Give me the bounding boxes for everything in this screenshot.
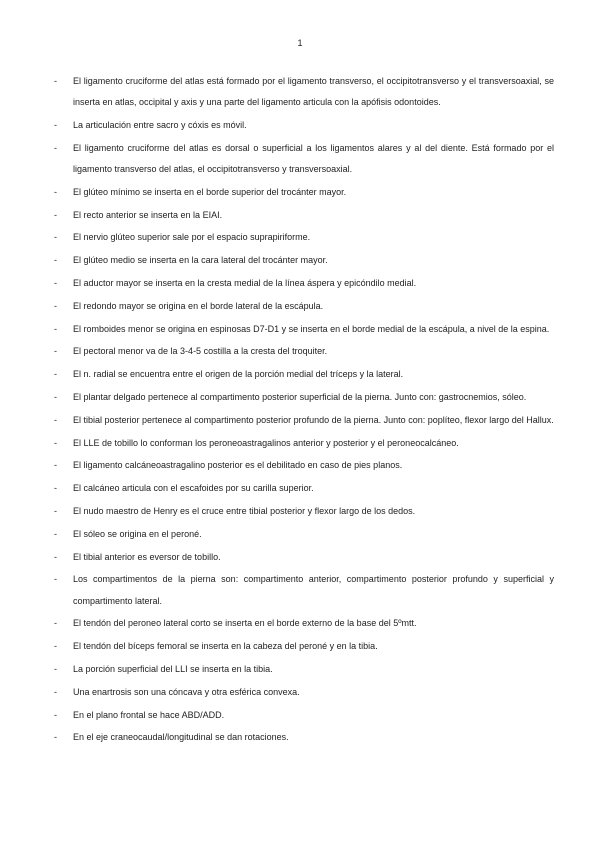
list-item-text: El glúteo medio se inserta en la cara lateral del trocánter mayor. xyxy=(73,255,328,266)
list-item xyxy=(54,205,554,226)
list-item-text: El n. radial se encuentra entre el origen de la porción medial del tríceps y la lateral. xyxy=(73,369,404,380)
list-item xyxy=(54,659,554,680)
page-number: 1 xyxy=(297,38,303,48)
list-bullet: - xyxy=(54,186,57,197)
list-item xyxy=(54,250,554,271)
list-bullet: - xyxy=(54,686,57,697)
list-item-text: El plantar delgado pertenece al compartimento posterior superficial de la pierna. Junto con: gastrocnemios, sóleo. xyxy=(73,391,527,402)
list-item xyxy=(54,501,554,522)
list-item-text: Los compartimentos de la pierna son: compartimento anterior, compartimento posterior profundo y superficial y compartimento lateral. xyxy=(73,574,554,606)
list-item-text: El nervio glúteo superior sale por el espacio suprapiriforme. xyxy=(73,232,311,243)
list-bullet: - xyxy=(54,391,57,402)
list-item-text: En el eje craneocaudal/longitudinal se dan rotaciones. xyxy=(73,732,289,743)
list-item-text: El glúteo mínimo se inserta en el borde superior del trocánter mayor. xyxy=(73,186,347,197)
list-item-text: El nudo maestro de Henry es el cruce entre tibial posterior y flexor largo de los dedos. xyxy=(73,505,416,516)
list-item-text: Una enartrosis son una cóncava y otra esférica convexa. xyxy=(73,686,300,697)
list-item xyxy=(54,182,554,203)
list-bullet: - xyxy=(54,76,57,86)
list-item-text: El romboides menor se origina en espinosas D7-D1 y se inserta en el borde medial de la escápula, a nivel de la espina. xyxy=(73,323,550,334)
statement-list xyxy=(54,71,554,750)
list-bullet: - xyxy=(54,551,57,562)
list-bullet: - xyxy=(54,209,57,220)
list-item xyxy=(54,569,554,611)
list-item xyxy=(54,433,554,454)
list-item-text: El tendón del peroneo lateral corto se inserta en el borde externo de la base del 5ºmtt. xyxy=(73,618,417,629)
list-bullet: - xyxy=(54,437,57,448)
list-item-text: La porción superficial del LLI se inserta en la tibia. xyxy=(73,663,273,674)
list-item-text: El ligamento calcáneoastragalino posterior es el debilitado en caso de pies planos. xyxy=(73,460,403,471)
list-item xyxy=(54,364,554,385)
list-bullet: - xyxy=(54,346,57,357)
list-bullet: - xyxy=(54,663,57,674)
list-bullet: - xyxy=(54,641,57,652)
list-item xyxy=(54,273,554,294)
list-item xyxy=(54,341,554,362)
list-bullet: - xyxy=(54,528,57,539)
list-item xyxy=(54,613,554,634)
list-item xyxy=(54,410,554,431)
list-bullet: - xyxy=(54,369,57,380)
list-item xyxy=(54,71,554,113)
list-bullet: - xyxy=(54,120,57,130)
list-item xyxy=(54,636,554,657)
list-bullet: - xyxy=(54,618,57,629)
list-bullet: - xyxy=(54,460,57,471)
list-item-text: En el plano frontal se hace ABD/ADD. xyxy=(73,709,225,720)
list-bullet: - xyxy=(54,232,57,243)
list-item xyxy=(54,524,554,545)
list-bullet: - xyxy=(54,414,57,425)
list-item xyxy=(54,387,554,408)
list-item-text: El sóleo se origina en el peroné. xyxy=(73,528,202,539)
list-item-text: El ligamento cruciforme del atlas es dorsal o superficial a los ligamentos alares y al del diente. Está formado por el ligamento transverso del atlas, el occipitotransverso y transversoaxial. xyxy=(73,142,554,174)
list-item xyxy=(54,227,554,248)
list-bullet: - xyxy=(54,277,57,288)
list-item-text: El ligamento cruciforme del atlas está formado por el ligamento transverso, el occipitotransverso y el transversoaxial, se inserta en atlas, occipital y axis y una parte del ligamento articula con la apófisis odontoides. xyxy=(73,76,554,108)
list-bullet: - xyxy=(54,142,57,153)
list-item xyxy=(54,115,554,136)
list-bullet: - xyxy=(54,300,57,311)
list-item-text: La articulación entre sacro y cóxis es móvil. xyxy=(73,120,247,130)
list-item xyxy=(54,705,554,726)
list-item-text: El tendón del bíceps femoral se inserta en la cabeza del peroné y en la tibia. xyxy=(73,641,378,652)
list-item-text: El pectoral menor va de la 3-4-5 costilla a la cresta del troquiter. xyxy=(73,346,328,357)
list-item-text: El tibial posterior pertenece al compartimento posterior profundo de la pierna. Junto con: poplíteo, flexor largo del Hallux. xyxy=(73,414,554,425)
list-item xyxy=(54,296,554,317)
list-item-text: El LLE de tobillo lo conforman los peroneoastragalinos anterior y posterior y el peroneocalcáneo. xyxy=(73,437,459,448)
list-item-text: El redondo mayor se origina en el borde lateral de la escápula. xyxy=(73,300,324,311)
list-item-text: El recto anterior se inserta en la EIAI. xyxy=(73,209,223,220)
list-bullet: - xyxy=(54,732,57,743)
list-bullet: - xyxy=(54,323,57,334)
list-item-text: El tibial anterior es eversor de tobillo. xyxy=(73,551,221,562)
list-bullet: - xyxy=(54,505,57,516)
list-item xyxy=(54,682,554,703)
list-item xyxy=(54,455,554,476)
list-item xyxy=(54,478,554,499)
list-item xyxy=(54,727,554,748)
list-item-text: El aductor mayor se inserta en la cresta medial de la línea áspera y epicóndilo medial. xyxy=(73,277,417,288)
list-item-text: El calcáneo articula con el escafoides por su carilla superior. xyxy=(73,483,314,494)
list-bullet: - xyxy=(54,709,57,720)
list-item xyxy=(54,138,554,180)
list-item xyxy=(54,319,554,340)
list-item xyxy=(54,547,554,568)
list-bullet: - xyxy=(54,483,57,494)
list-bullet: - xyxy=(54,255,57,266)
list-bullet: - xyxy=(54,574,57,585)
